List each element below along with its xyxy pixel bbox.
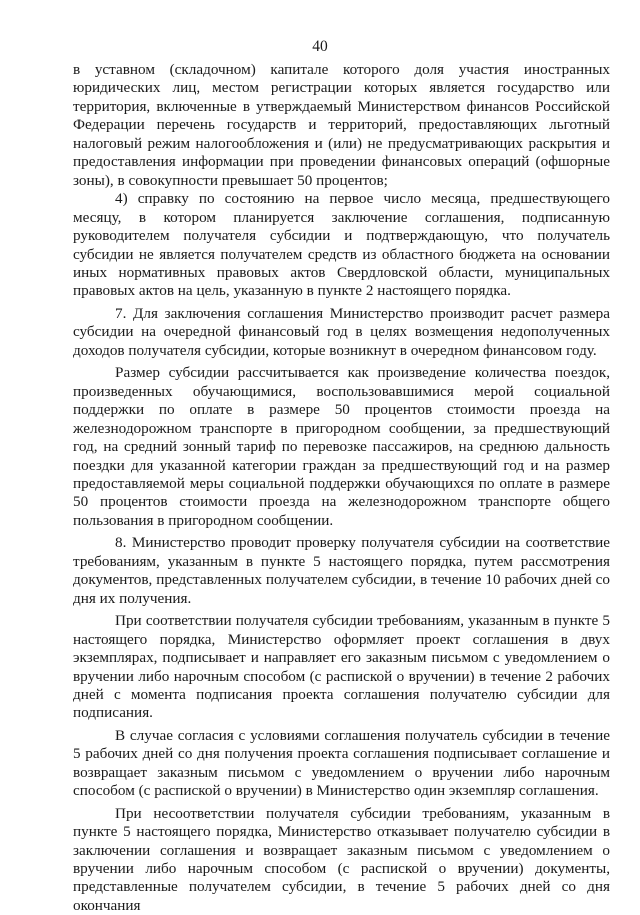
document-body	[73, 61, 610, 915]
paragraph-compliance: При соответствии получателя субсидии требованиям, указанным в пункте 5 настоящего порядка, Министерство оформляет проект соглашения в двух экземплярах, подписывает и направляет его заказным письмом с уведомлением о вручении либо нарочным способом (с распиской о вручении) в течение 2 рабочих дней с момента подписания проекта соглашения получателю субсидии для подписания.	[73, 612, 610, 722]
paragraph-subsidy-size: Размер субсидии рассчитывается как произведение количества поездок, произведенных обучающимися, воспользовавшимися мерой социальной поддержки по оплате в размере 50 процентов стоимости проезда на железнодорожном транспорте в пригородном сообщении, за предшествующий год, на средний зонный тариф по перевозке пассажиров, на среднюю дальность поездки для указанной категории граждан за предшествующий год и на размер предоставляемой меры социальной поддержки обучающихся по оплате в размере 50 процентов стоимости проезда на железнодорожном транспорте общего пользования в пригородном сообщении.	[73, 364, 610, 529]
paragraph-clause-7: 7. Для заключения соглашения Министерство производит расчет размера субсидии на очередной финансовый год в целях возмещения недополученных доходов получателя субсидии, которые возникнут в очередном финансовом году.	[73, 304, 610, 359]
paragraph-clause-8: 8. Министерство проводит проверку получателя субсидии на соответствие требованиям, указанным в пункте 5 настоящего порядка, путем рассмотрения документов, представленных получателем субсидии, в течение 10 рабочих дней со дня их получения.	[73, 534, 610, 607]
page-number: 40	[312, 38, 328, 55]
paragraph-item-4-certificate: 4) справку по состоянию на первое число месяца, предшествующего месяцу, в котором планируется заключение соглашения, подписанную руководителем получателя субсидии и подтверждающую, что получатель субсидии не является получателем средств из областного бюджета на основании иных нормативных правовых актов Свердловской области, муниципальных правовых актов на цель, указанную в пункте 2 настоящего порядка.	[73, 190, 610, 300]
paragraph-consent: В случае согласия с условиями соглашения получатель субсидии в течение 5 рабочих дней со дня получения проекта соглашения подписывает соглашение и возвращает заказным письмом с уведомлением о вручении либо нарочным способом (с распиской о вручении) в Министерство один экземпляр соглашения.	[73, 726, 610, 800]
paragraph-offshore-continuation: в уставном (складочном) капитале которого доля участия иностранных юридических лиц, местом регистрации которых является государство или территория, включенные в утверждаемый Министерством финансов Российской Федерации перечень государств и территорий, предоставляющих льготный налоговый режим налогообложения и (или) не предусматривающих раскрытия и предоставления информации при проведении финансовых операций (офшорные зоны), в совокупности превышает 50 процентов;	[73, 61, 610, 189]
paragraph-non-compliance: При несоответствии получателя субсидии требованиям, указанным в пункте 5 настоящего порядка, Министерство отказывает получателю субсидии в заключении соглашения и возвращает заказным письмом с уведомлением о вручении либо нарочным способом (с распиской о вручении) документы, представленные получателем субсидии, в течение 5 рабочих дней со дня окончания	[73, 804, 610, 914]
